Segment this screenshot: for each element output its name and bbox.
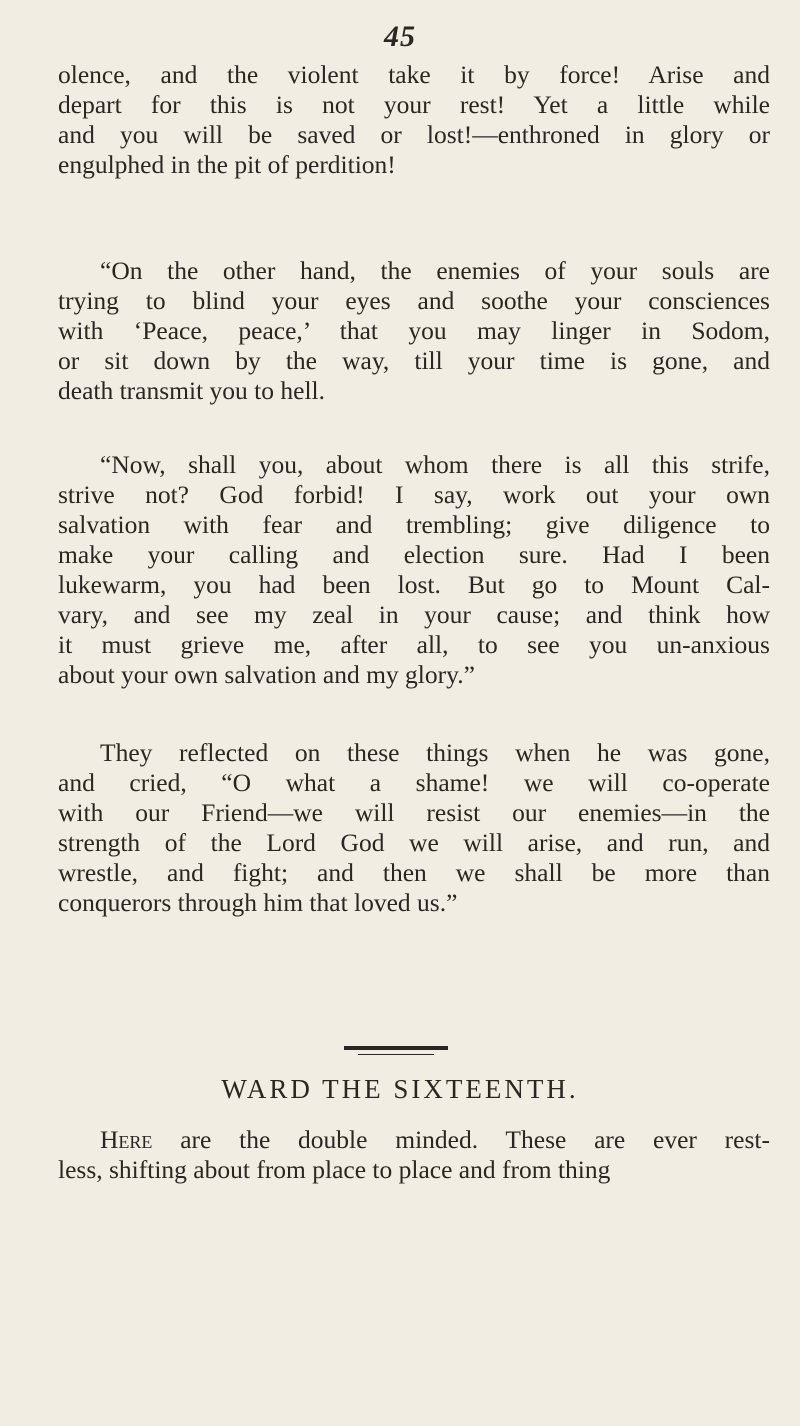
text-line: less, shifting about from place to place and from thing [58, 1155, 611, 1184]
text-line: about your own salvation and my glory.” [58, 660, 475, 689]
text-line: conquerors through him that loved us.” [58, 888, 458, 917]
text-line: death transmit you to hell. [58, 376, 325, 405]
text-line: “On the other hand, the enemies of your souls are [100, 256, 770, 285]
text-line: vary, and see my zeal in your cause; and think how [58, 600, 770, 629]
text-line: and you will be saved or lost!—enthroned in glory or [58, 120, 770, 149]
text-line: engulphed in the pit of perdition! [58, 150, 396, 179]
text-line: with our Friend—we will resist our enemies—in the [58, 798, 770, 827]
text-line: wrestle, and fight; and then we shall be more than [58, 858, 770, 887]
paragraph-2 [58, 256, 770, 406]
text-line: strength of the Lord God we will arise, and run, and [58, 828, 770, 857]
text-line: lukewarm, you had been lost. But go to Mount Cal- [58, 570, 770, 599]
section-paragraph [58, 1125, 770, 1185]
text-line: depart for this is not your rest! Yet a little while [58, 90, 770, 119]
paragraph-1 [58, 60, 770, 180]
page-number: 45 [384, 20, 416, 53]
text-line: salvation with fear and trembling; give diligence to [58, 510, 770, 539]
section-heading: WARD THE SIXTEENTH. [221, 1074, 579, 1104]
first-line-rest: are the double minded. These are ever rest- [152, 1125, 770, 1154]
text-line: with ‘Peace, peace,’ that you may linger in Sodom, [58, 316, 770, 345]
paragraph-3 [58, 450, 770, 690]
text-line: make your calling and election sure. Had I been [58, 540, 770, 569]
text-line: and cried, “O what a shame! we will co-operate [58, 768, 770, 797]
text-line: “Now, shall you, about whom there is all this strife, [100, 450, 770, 479]
text-line: olence, and the violent take it by force! Arise and [58, 60, 770, 89]
text-line: or sit down by the way, till your time is gone, and [58, 346, 770, 375]
first-word: Here [100, 1125, 153, 1154]
text-line: strive not? God forbid! I say, work out your own [58, 480, 770, 509]
paragraph-4 [58, 738, 770, 918]
section-divider [344, 1046, 448, 1050]
text-line: trying to blind your eyes and soothe your consciences [58, 286, 770, 315]
text-line: it must grieve me, after all, to see you un-anxious [58, 630, 770, 659]
text-line: They reflected on these things when he was gone, [100, 738, 770, 767]
text-line-first [58, 1125, 770, 1155]
